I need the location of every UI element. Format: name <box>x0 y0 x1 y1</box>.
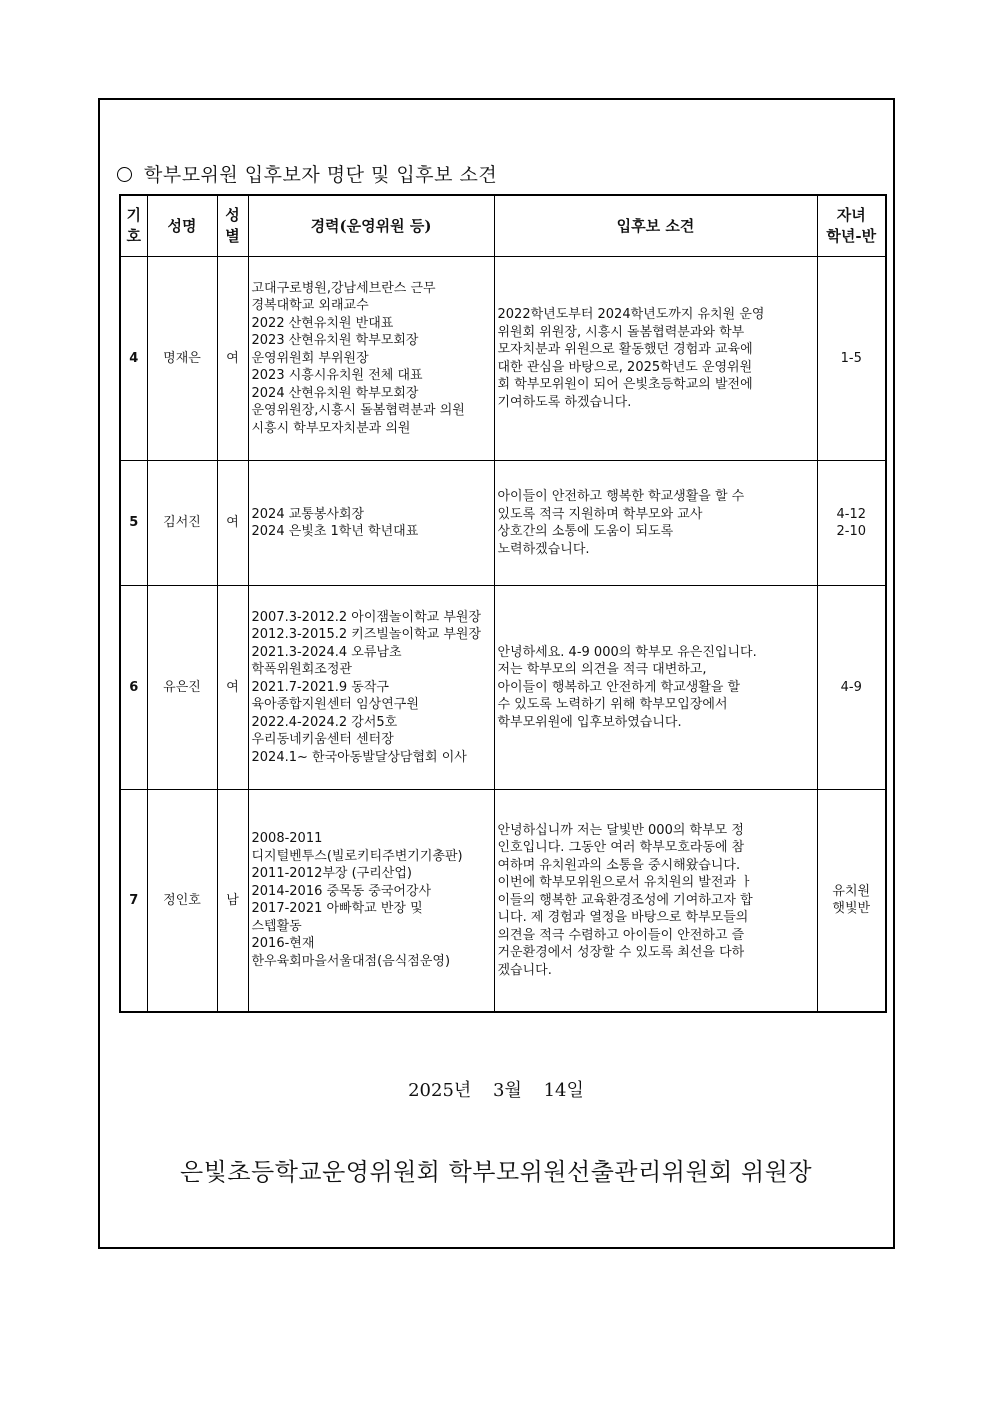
opinion-line: 있도록 적극 지원하며 학부모와 교사 <box>497 506 703 522</box>
grade-line: 햇빛반 <box>832 901 871 917</box>
opinion-line: 위원회 위원장, 시흥시 돌봄협력분과와 학부 <box>497 324 745 340</box>
career-line: 2023 산현유치원 학부모회장 <box>251 333 419 349</box>
grade-line: 4-9 <box>840 679 862 695</box>
header-grade: 자녀 학년-반 <box>817 195 886 257</box>
career-line: 2021.3-2024.4 오류남초 <box>251 644 402 660</box>
career-line: 2023 시흥시유치원 전체 대표 <box>251 368 423 384</box>
candidate-gender: 남 <box>217 790 248 1012</box>
opinion-line: 학부모위원에 입후보하였습니다. <box>497 714 682 730</box>
career-line: 경복대학교 외래교수 <box>251 298 369 314</box>
circle-bullet-icon <box>117 167 132 182</box>
header-number: 기 호 <box>120 195 147 257</box>
career-line: 운영위원회 부위원장 <box>251 350 369 366</box>
opinion-line: 대한 관심을 바탕으로, 2025학년도 운영위원 <box>497 359 753 375</box>
table-row <box>120 586 886 790</box>
opinion-line: 여하며 유치원과의 소통을 중시해왔습니다. <box>497 857 741 873</box>
career-line: 육아종합지원센터 임상연구원 <box>251 697 419 713</box>
career-line: 2017-2021 아빠학교 반장 및 <box>251 901 423 917</box>
candidate-gender: 여 <box>217 257 248 461</box>
career-line: 한우육회마을서울대점(음식점운영) <box>251 953 451 969</box>
document-date: 2025년 3월 14일 <box>408 1080 584 1101</box>
grade-line: 유치원 <box>832 883 871 899</box>
opinion-line: 상호간의 소통에 도움이 되도록 <box>497 524 674 539</box>
opinion-line: 겠습니다. <box>497 962 552 978</box>
candidate-gender: 여 <box>217 586 248 790</box>
career-line: 2021.7-2021.9 동작구 <box>251 679 389 695</box>
candidate-number: 6 <box>120 586 147 790</box>
child-grade-class <box>817 257 886 461</box>
career-line: 스텝활동 <box>251 918 302 934</box>
candidate-career <box>248 461 494 586</box>
opinion-line: 저는 학부모의 의견을 적극 대변하고, <box>497 662 707 678</box>
opinion-line: 아이들이 행복하고 안전하게 학교생활을 할 <box>497 679 741 695</box>
career-line: 학폭위원회조정관 <box>251 662 352 678</box>
header-gender: 성 별 <box>217 195 248 257</box>
child-grade-class <box>817 461 886 586</box>
table-header-row <box>120 195 886 257</box>
career-line: 2012.3-2015.2 키즈빌놀이학교 부원장 <box>251 627 482 643</box>
career-line: 2016-현재 <box>251 936 315 952</box>
table-row <box>120 461 886 586</box>
section-heading <box>117 160 497 187</box>
grade-line: 2-10 <box>836 524 866 539</box>
grade-line: 1-5 <box>840 350 862 366</box>
header-name: 성명 <box>147 195 217 257</box>
candidate-career <box>248 790 494 1012</box>
career-line: 2024 산현유치원 학부모회장 <box>251 385 419 401</box>
career-line: 2024.1~ 한국아동발달상담협회 이사 <box>251 749 467 765</box>
candidate-number: 5 <box>120 461 147 586</box>
candidate-opinion <box>494 586 817 790</box>
candidate-name: 김서진 <box>147 461 217 586</box>
opinion-line: 인호입니다. 그동안 여러 학부모호라동에 참 <box>497 840 745 855</box>
candidate-opinion <box>494 790 817 1012</box>
opinion-line: 안녕하십니까 저는 달빛반 000의 학부모 정 <box>497 822 744 838</box>
candidate-career <box>248 586 494 790</box>
section-heading-text: 학부모위원 입후보자 명단 및 입후보 소견 <box>144 164 498 186</box>
grade-line: 4-12 <box>836 506 866 522</box>
candidate-number: 4 <box>120 257 147 461</box>
candidate-name: 정인호 <box>147 790 217 1012</box>
opinion-line: 노력하겠습니다. <box>497 541 590 557</box>
opinion-line: 의견을 적극 수렴하고 아이들이 안전하고 즐 <box>497 927 745 943</box>
candidate-name: 명재은 <box>147 257 217 461</box>
child-grade-class <box>817 586 886 790</box>
opinion-line: 니다. 제 경험과 열정을 바탕으로 학부모들의 <box>497 910 749 925</box>
career-line: 2007.3-2012.2 아이잼놀이학교 부원장 <box>251 609 482 625</box>
career-line: 2024 교통봉사회장 <box>251 506 365 522</box>
table-row <box>120 790 886 1012</box>
opinion-line: 수 있도록 노력하기 위해 학부모입장에서 <box>497 697 728 713</box>
career-line: 우리동네키움센터 센터장 <box>251 732 394 748</box>
opinion-line: 기여하도록 하겠습니다. <box>497 394 632 410</box>
opinion-line: 이들의 행복한 교육환경조성에 기여하고자 합 <box>497 892 753 908</box>
candidate-gender: 여 <box>217 461 248 586</box>
career-line: 2024 은빛초 1학년 학년대표 <box>251 524 419 539</box>
child-grade-class <box>817 790 886 1012</box>
opinion-line: 이번에 학부모위원으로서 유치원의 발전과 ㅏ <box>497 875 753 890</box>
opinion-line: 거운환경에서 성장할 수 있도록 최선을 다하 <box>497 945 745 960</box>
career-line: 2022 산현유치원 반대표 <box>251 315 394 331</box>
header-opinion: 입후보 소견 <box>494 195 817 257</box>
career-line: 2011-2012부장 (구리산업) <box>251 866 412 882</box>
candidate-opinion <box>494 257 817 461</box>
career-line: 디지털벤투스(빌로키티주변기기총판) <box>251 848 463 864</box>
header-career: 경력(운영위원 등) <box>248 195 494 257</box>
opinion-line: 안녕하세요. 4-9 000의 학부모 유은진입니다. <box>497 644 757 660</box>
table-row <box>120 257 886 461</box>
opinion-line: 회 학부모위원이 되어 은빛초등학교의 발전에 <box>497 377 753 392</box>
opinion-line: 아이들이 안전하고 행복한 학교생활을 할 수 <box>497 489 745 504</box>
career-line: 2008-2011 <box>251 831 323 847</box>
candidate-table <box>119 194 887 1013</box>
opinion-line: 2022학년도부터 2024학년도까지 유치원 운영 <box>497 307 765 322</box>
candidate-career <box>248 257 494 461</box>
candidate-name: 유은진 <box>147 586 217 790</box>
career-line: 2014-2016 중목동 중국어강사 <box>251 883 432 899</box>
candidate-opinion <box>494 461 817 586</box>
career-line: 시흥시 학부모자치분과 의원 <box>251 420 411 436</box>
career-line: 고대구로병원,강남세브란스 근무 <box>251 280 436 296</box>
candidate-number: 7 <box>120 790 147 1012</box>
committee-chair-signature-line: 은빛초등학교운영위원회 학부모위원선출관리위원회 위원장 <box>179 1158 813 1186</box>
career-line: 운영위원장,시흥시 돌봄협력분과 의원 <box>251 403 465 419</box>
career-line: 2022.4-2024.2 강서5호 <box>251 714 398 730</box>
opinion-line: 모자치분과 위원으로 활동했던 경험과 교육에 <box>497 342 753 357</box>
